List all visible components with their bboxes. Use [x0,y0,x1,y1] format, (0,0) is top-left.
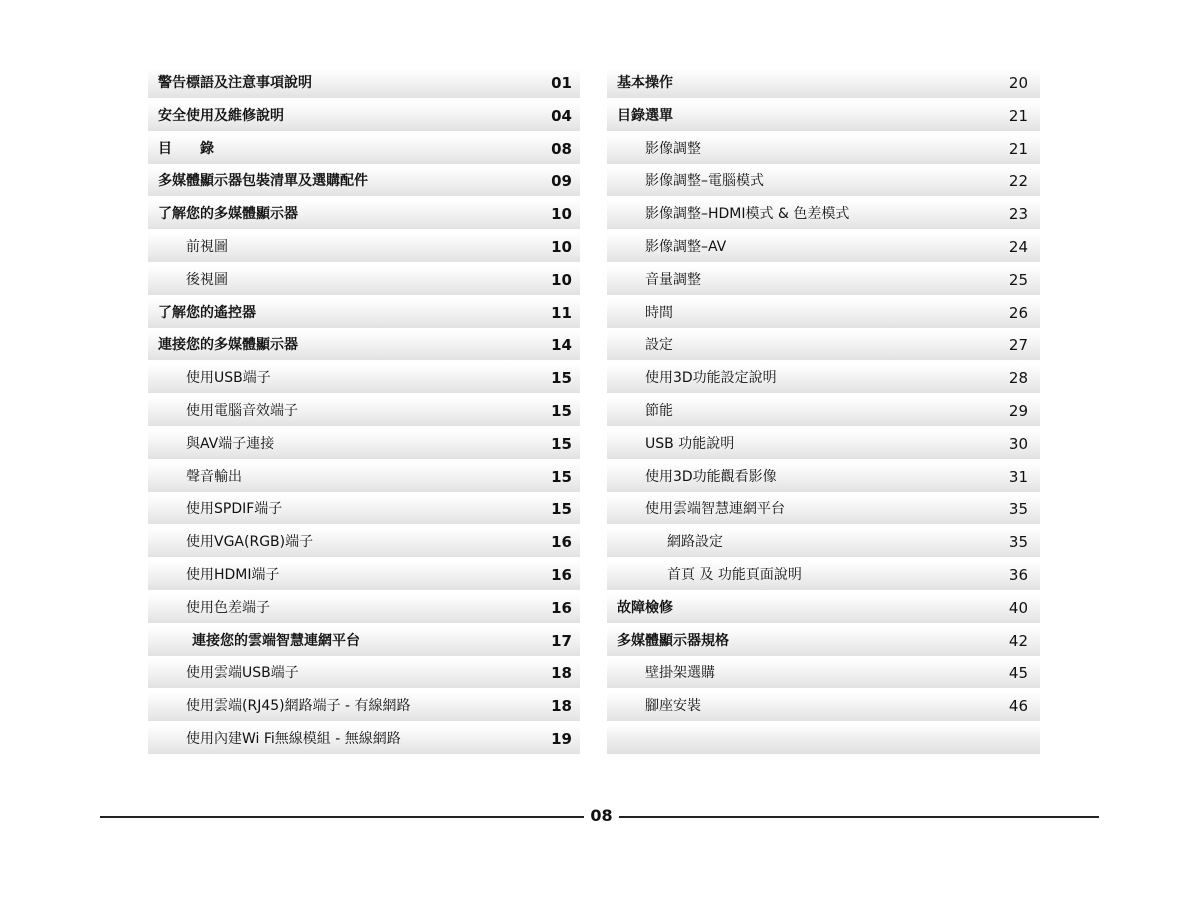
toc-entry-page: 22 [1008,172,1028,191]
toc-entry-page: 16 [551,598,572,617]
toc-entry-page: 31 [1008,467,1028,486]
toc-entry [148,430,580,459]
toc-entry [607,463,1040,492]
footer-rule-left [100,816,584,818]
toc-entry-title: 使用HDMI端子 [186,566,280,583]
toc-entry-title: 腳座安裝 [645,698,701,715]
toc-entry [607,167,1040,196]
toc-entry [607,233,1040,262]
toc-entry-page: 01 [551,74,572,92]
footer-rule-right [619,816,1099,818]
toc-entry-page: 18 [551,664,572,683]
toc-entry-title: 目錄選單 [617,107,673,124]
toc-entry [607,331,1040,360]
toc-entry [148,528,580,557]
toc-entry [607,135,1040,164]
toc-entry-title: 使用雲端USB端子 [186,665,299,682]
toc-entry [148,200,580,229]
toc-entry [148,102,580,131]
toc-entry-title: 基本操作 [617,75,673,91]
toc-entry-page: 18 [551,697,572,716]
toc-entry-title: USB 功能說明 [645,435,735,452]
toc-entry-page: 26 [1008,303,1028,322]
toc-entry-title: 使用內建Wi Fi無線模組 - 無線網路 [186,730,401,747]
toc-entry-title: 使用USB端子 [186,370,271,387]
toc-entry [148,692,580,721]
toc-entry-page: 46 [1008,697,1028,716]
toc-entry-page: 30 [1008,434,1028,453]
toc-entry-title: 前視圖 [186,238,228,255]
toc-entry-page: 21 [1008,106,1028,125]
toc-entry-page: 19 [551,729,572,748]
toc-entry-title: 壁掛架選購 [645,665,715,682]
toc-entry-page: 29 [1008,401,1028,420]
toc-entry-title: 時間 [645,304,673,321]
toc-entry [148,364,580,393]
toc-entry-page: 10 [551,237,572,256]
toc-entry-title: 多媒體顯示器包裝清單及選購配件 [158,173,368,190]
toc-entry-page: 25 [1008,270,1028,289]
toc-entry [148,233,580,262]
toc-entry [607,364,1040,393]
toc-entry-page: 15 [551,369,572,388]
toc-entry-title: 使用SPDIF端子 [186,501,283,518]
toc-entry [148,135,580,164]
toc-entry [607,102,1040,131]
toc-entry-title: 多媒體顯示器規格 [617,632,729,649]
toc-entry-page: 42 [1008,631,1028,650]
toc-entry [148,627,580,656]
toc-entry-page: 15 [551,401,572,420]
toc-entry-title: 聲音輸出 [186,468,242,485]
toc-entry-title: 了解您的多媒體顯示器 [158,206,298,223]
toc-entry-page: 21 [1008,139,1028,158]
toc-entry-title: 後視圖 [186,271,228,288]
toc-entry-page: 35 [1008,533,1028,552]
toc-left-column [148,69,580,758]
toc-entry [607,495,1040,524]
toc-entry-page: 35 [1008,500,1028,519]
toc-entry-page: 16 [551,565,572,584]
toc-entry [607,200,1040,229]
toc-entry-page: 24 [1008,237,1028,256]
toc-entry-title: 設定 [645,337,673,354]
toc-entry-title: 連接您的雲端智慧連網平台 [192,632,360,649]
toc-entry-page: 36 [1008,565,1028,584]
toc-entry-page: 23 [1008,205,1028,224]
toc-entry-title: 音量調整 [645,271,701,288]
toc-entry [148,397,580,426]
toc-entry-title: 使用3D功能觀看影像 [645,468,777,485]
toc-entry-page: 09 [551,172,572,191]
toc-entry [148,561,580,590]
toc-entry [607,561,1040,590]
toc-entry-title: 使用雲端(RJ45)網路端子 - 有線網路 [186,698,411,715]
toc-entry-title: 節能 [645,402,673,419]
toc-entry [148,463,580,492]
toc-entry-title: 影像調整–HDMI模式 & 色差模式 [645,206,850,223]
toc-entry-title: 了解您的遙控器 [158,304,256,321]
toc-entry-page: 17 [551,631,572,650]
toc-entry-title: 影像調整–電腦模式 [645,173,764,190]
toc-entry-title: 使用VGA(RGB)端子 [186,534,314,551]
toc-entry [607,69,1040,98]
toc-entry-title: 使用電腦音效端子 [186,402,298,419]
toc-entry [607,430,1040,459]
toc-entry [148,594,580,623]
toc-entry-page: 45 [1008,664,1028,683]
toc-entry-title: 與AV端子連接 [186,435,275,452]
toc-entry-page: 15 [551,500,572,519]
toc-entry [148,659,580,688]
toc-entry-page: 20 [1008,74,1028,92]
toc-entry-page: 28 [1008,369,1028,388]
toc-entry-title: 連接您的多媒體顯示器 [158,337,298,354]
toc-entry [607,725,1040,754]
page-number: 08 [590,806,613,825]
toc-entry [148,167,580,196]
toc-entry [148,299,580,328]
toc-entry [607,692,1040,721]
toc-entry-title: 首頁 及 功能頁面說明 [667,566,802,583]
toc-entry [148,331,580,360]
toc-entry [607,627,1040,656]
toc-entry-title: 使用雲端智慧連網平台 [645,501,785,518]
toc-entry-title: 安全使用及維修說明 [158,107,284,124]
toc-entry-page: 10 [551,205,572,224]
toc-right-column [607,69,1040,758]
toc-entry [148,69,580,98]
toc-entry-page: 08 [551,139,572,158]
toc-entry-page: 40 [1008,598,1028,617]
toc-entry-title: 目 錄 [158,140,214,157]
toc-entry [148,495,580,524]
toc-entry-page: 27 [1008,336,1028,355]
toc-entry-page: 04 [551,106,572,125]
toc-entry-title: 使用色差端子 [186,599,270,616]
toc-entry [607,299,1040,328]
toc-entry-title: 警告標語及注意事項說明 [158,75,312,91]
toc-entry [148,266,580,295]
toc-entry-page: 15 [551,434,572,453]
toc-entry-page: 14 [551,336,572,355]
toc-entry [607,659,1040,688]
toc-entry [607,397,1040,426]
toc-entry-page: 15 [551,467,572,486]
toc-entry-title: 網路設定 [667,534,723,551]
toc-entry [607,266,1040,295]
toc-entry [607,594,1040,623]
toc-entry [607,528,1040,557]
toc-entry-title: 影像調整–AV [645,238,727,255]
toc-entry-page: 16 [551,533,572,552]
toc-entry [148,725,580,754]
toc-entry-title: 影像調整 [645,140,701,157]
toc-entry-title: 故障檢修 [617,599,673,616]
toc-entry-page: 10 [551,270,572,289]
toc-entry-title: 使用3D功能設定說明 [645,370,777,387]
toc-entry-page: 11 [551,303,572,322]
